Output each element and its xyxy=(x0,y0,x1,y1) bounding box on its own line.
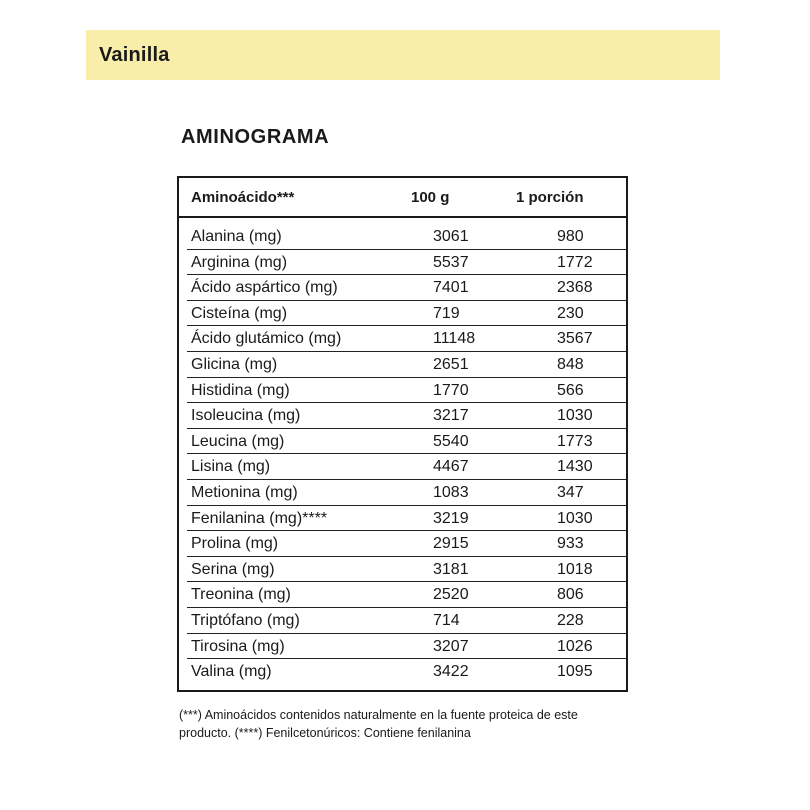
section-title: AMINOGRAMA xyxy=(181,126,330,148)
table-row xyxy=(179,659,626,685)
aminogram-table xyxy=(177,176,628,692)
table-body xyxy=(179,224,626,685)
value-per-portion: 933 xyxy=(557,535,584,553)
amino-acid-name: Ácido glutámico (mg) xyxy=(191,330,342,348)
value-per-portion: 1026 xyxy=(557,637,593,655)
value-per-portion: 566 xyxy=(557,381,584,399)
value-per-100g: 1083 xyxy=(433,483,469,501)
value-per-100g: 3217 xyxy=(433,407,469,425)
value-per-100g: 3219 xyxy=(433,509,469,527)
amino-acid-name: Lisina (mg) xyxy=(191,458,271,476)
table-row xyxy=(179,634,626,660)
amino-acid-name: Valina (mg) xyxy=(191,663,272,681)
value-per-100g: 2651 xyxy=(433,355,469,373)
value-per-portion: 1430 xyxy=(557,458,593,476)
value-per-100g: 11148 xyxy=(433,330,476,348)
table-row xyxy=(179,454,626,480)
table-row xyxy=(179,557,626,583)
value-per-portion: 230 xyxy=(557,304,584,322)
table-row xyxy=(179,582,626,608)
value-per-100g: 3422 xyxy=(433,663,469,681)
flavor-title: Vainilla xyxy=(99,43,170,66)
table-header xyxy=(179,178,626,218)
value-per-portion: 347 xyxy=(557,483,584,501)
value-per-100g: 719 xyxy=(433,304,460,322)
value-per-portion: 1773 xyxy=(557,432,593,450)
value-per-100g: 1770 xyxy=(433,381,469,399)
value-per-100g: 2915 xyxy=(433,535,469,553)
value-per-portion: 848 xyxy=(557,355,584,373)
amino-acid-name: Leucina (mg) xyxy=(191,432,285,450)
amino-acid-name: Prolina (mg) xyxy=(191,535,279,553)
amino-acid-name: Alanina (mg) xyxy=(191,228,282,245)
value-per-100g: 3181 xyxy=(433,560,469,578)
value-per-100g: 2520 xyxy=(433,586,469,604)
table-row xyxy=(179,275,626,301)
value-per-100g: 5540 xyxy=(433,432,469,450)
value-per-portion: 980 xyxy=(557,228,584,245)
value-per-portion: 806 xyxy=(557,586,584,604)
header-amino-acid: Aminoácido*** xyxy=(191,189,295,206)
value-per-100g: 3207 xyxy=(433,637,469,655)
amino-acid-name: Ácido aspártico (mg) xyxy=(191,279,338,297)
table-row xyxy=(179,378,626,404)
flavor-banner xyxy=(86,30,720,80)
table-row xyxy=(179,224,626,250)
table-row xyxy=(179,480,626,506)
table-row xyxy=(179,301,626,327)
header-per-100g: 100 g xyxy=(411,189,450,206)
amino-acid-name: Tirosina (mg) xyxy=(191,637,285,655)
value-per-100g: 7401 xyxy=(433,279,469,297)
value-per-portion: 2368 xyxy=(557,279,593,297)
table-row xyxy=(179,531,626,557)
table-row xyxy=(179,608,626,634)
table-row xyxy=(179,352,626,378)
amino-acid-name: Serina (mg) xyxy=(191,560,275,578)
amino-acid-name: Arginina (mg) xyxy=(191,253,288,271)
table-row xyxy=(179,506,626,532)
amino-acid-name: Fenilanina (mg)**** xyxy=(191,509,328,527)
value-per-portion: 1095 xyxy=(557,663,593,681)
table-row xyxy=(179,326,626,352)
footnote: (***) Aminoácidos contenidos naturalmente en la fuente proteica de este producto. (****) Fenilcetonúricos: Contiene fenilanina xyxy=(179,708,578,740)
value-per-portion: 1018 xyxy=(557,560,593,578)
value-per-portion: 1772 xyxy=(557,253,593,271)
value-per-portion: 228 xyxy=(557,611,584,629)
value-per-portion: 1030 xyxy=(557,407,593,425)
amino-acid-name: Metionina (mg) xyxy=(191,483,298,501)
value-per-portion: 3567 xyxy=(557,330,593,348)
value-per-100g: 4467 xyxy=(433,458,469,476)
table-row xyxy=(179,429,626,455)
amino-acid-name: Histidina (mg) xyxy=(191,381,290,399)
amino-acid-name: Triptófano (mg) xyxy=(191,611,300,629)
table-row xyxy=(179,250,626,276)
amino-acid-name: Glicina (mg) xyxy=(191,355,278,373)
amino-acid-name: Isoleucina (mg) xyxy=(191,407,301,425)
header-per-portion: 1 porción xyxy=(516,189,584,206)
table-row xyxy=(179,403,626,429)
value-per-100g: 5537 xyxy=(433,253,469,271)
value-per-portion: 1030 xyxy=(557,509,593,527)
value-per-100g: 3061 xyxy=(433,228,469,245)
value-per-100g: 714 xyxy=(433,611,460,629)
amino-acid-name: Treonina (mg) xyxy=(191,586,291,604)
amino-acid-name: Cisteína (mg) xyxy=(191,304,288,322)
